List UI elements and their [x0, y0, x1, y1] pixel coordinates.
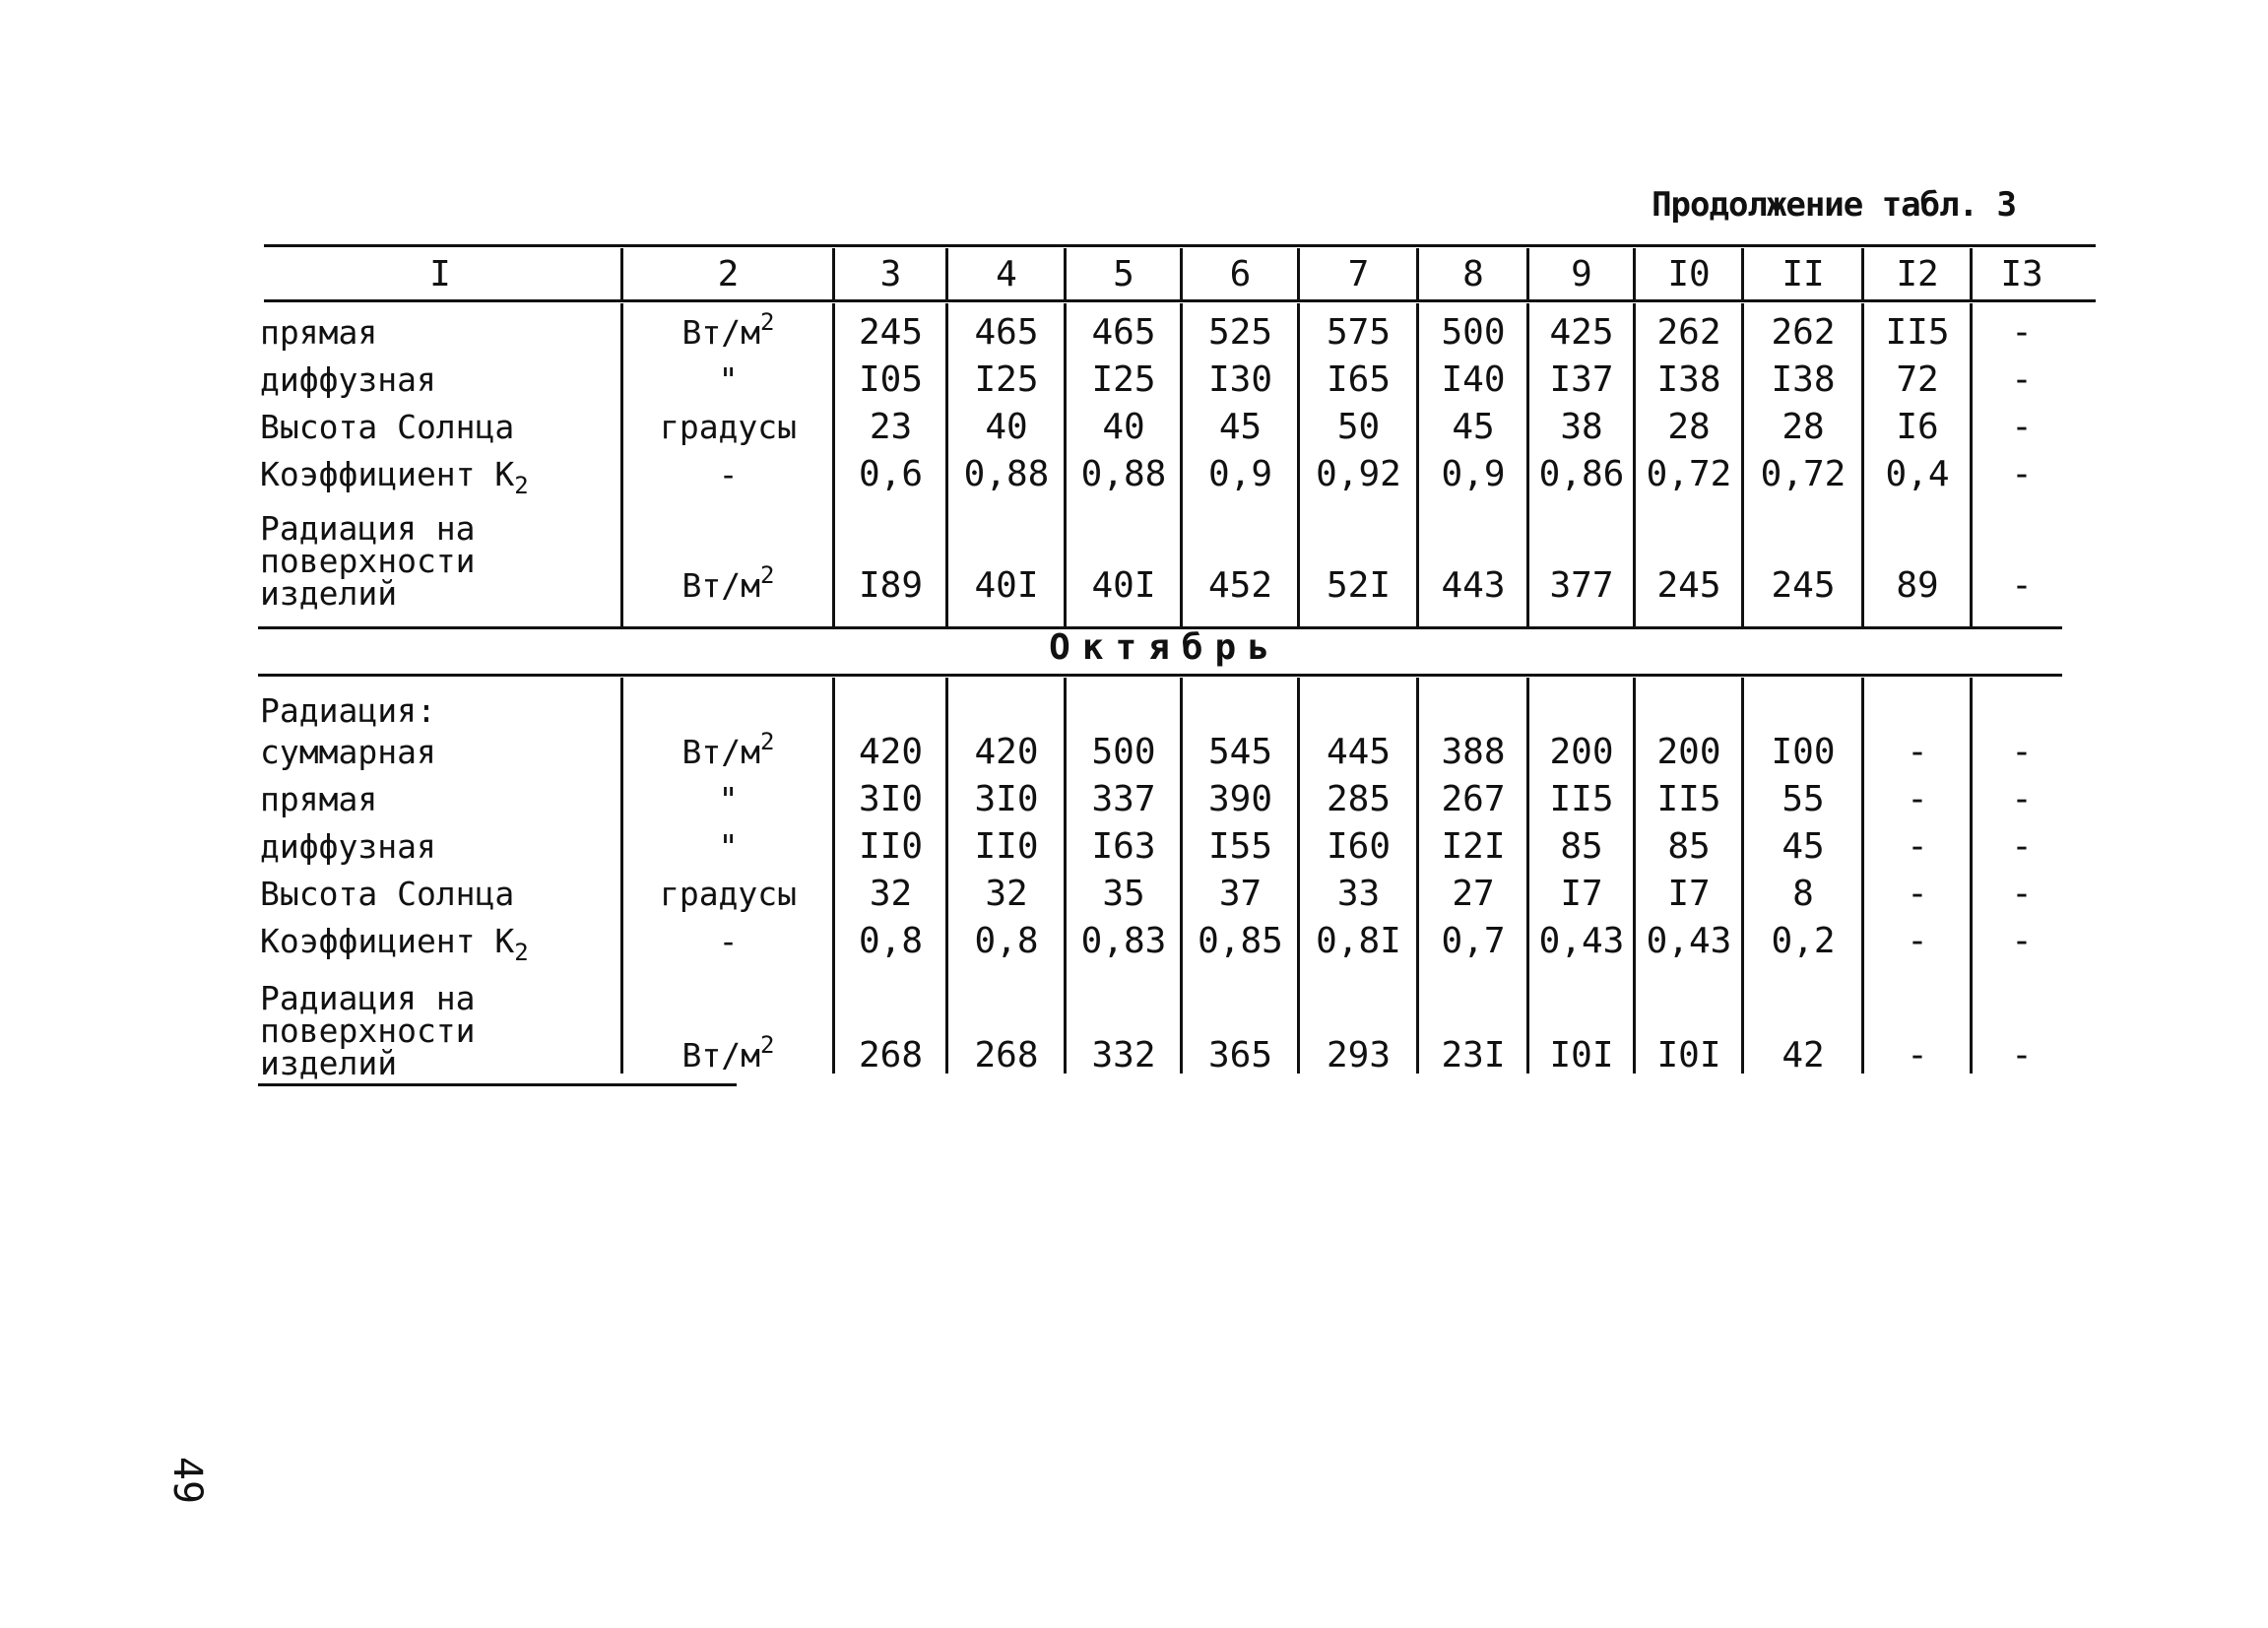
table-cell: I38: [1656, 359, 1721, 400]
table-cell: 45: [1782, 826, 1825, 867]
table-cell: 40: [1102, 407, 1145, 447]
column-header: 6: [1229, 254, 1252, 294]
row-unit-text: ": [718, 827, 739, 866]
table-cell: 23: [869, 407, 913, 447]
row-unit: [622, 729, 834, 776]
table-row: [258, 729, 2072, 776]
column-divider: [620, 248, 623, 301]
table-cell: 0,9: [1441, 454, 1506, 494]
table-cell: I25: [974, 359, 1039, 400]
column-header: 5: [1113, 254, 1134, 294]
table-cell: 32: [985, 874, 1028, 914]
table-cell: 262: [1771, 312, 1836, 353]
table-cell: 0,85: [1198, 921, 1283, 961]
table-cell: 525: [1207, 312, 1273, 353]
row-unit-text: градусы: [659, 875, 798, 913]
table-cell: 465: [974, 312, 1039, 353]
table-cell: 245: [1771, 565, 1836, 606]
table-cell: 332: [1091, 1035, 1156, 1075]
row-unit-text: ": [718, 360, 739, 399]
row-unit-text: -: [718, 922, 739, 960]
month-rule: [258, 674, 2062, 677]
row-unit-text: Вт/м: [681, 313, 761, 352]
column-header: 2: [717, 254, 740, 294]
column-header: I3: [2000, 254, 2043, 294]
row-label-subscript: 2: [514, 472, 529, 499]
table-cell: 420: [858, 732, 924, 772]
table-cell: 23I: [1441, 1035, 1506, 1075]
row-label-text: Радиация на поверхности изделий: [260, 509, 476, 613]
row-unit-text: Вт/м: [681, 733, 761, 771]
table-row: [258, 776, 2072, 823]
column-divider: [1970, 248, 1973, 301]
table-cell: 28: [1782, 407, 1825, 447]
table-cell: 420: [974, 732, 1039, 772]
table-cell: I40: [1441, 359, 1506, 400]
table-cell: 465: [1091, 312, 1156, 353]
row-label: [260, 918, 624, 965]
row-label-text: Коэффициент К: [260, 455, 515, 493]
column-divider: [1741, 248, 1744, 301]
table-cell: 42: [1782, 1035, 1825, 1075]
table-cell: 0,83: [1080, 921, 1167, 961]
table-cell: II0: [974, 826, 1039, 867]
table-cell: -: [2011, 565, 2033, 606]
table-cell: 0,72: [1646, 454, 1732, 494]
table-cell: 245: [858, 312, 924, 353]
table-cell: 72: [1896, 359, 1939, 400]
table-cell: 0,92: [1316, 454, 1401, 494]
table-cell: 3I0: [858, 779, 924, 819]
row-unit: [622, 357, 834, 404]
table-cell: I00: [1771, 732, 1836, 772]
column-divider: [1633, 248, 1636, 301]
table-cell: 40: [985, 407, 1028, 447]
month-heading: Октябрь: [1049, 627, 1281, 668]
column-header: 8: [1462, 254, 1484, 294]
row-unit: [622, 562, 834, 610]
table-cell: 37: [1218, 874, 1263, 914]
header-rule: [264, 299, 2096, 302]
row-label-text: диффузная: [260, 827, 436, 866]
column-divider: [1526, 248, 1529, 301]
table-cell: I38: [1771, 359, 1836, 400]
table-cell: 575: [1326, 312, 1392, 353]
page-number: 49: [164, 1456, 211, 1505]
row-label-text: Коэффициент К: [260, 922, 515, 960]
table-cell: 8: [1792, 874, 1814, 914]
table-cell: 3I0: [974, 779, 1039, 819]
column-header: II: [1782, 254, 1825, 294]
column-divider: [1180, 248, 1183, 301]
row-unit-superscript: 2: [760, 561, 775, 589]
bottom-rule-short: [258, 1083, 737, 1086]
table-cell: 0,9: [1207, 454, 1273, 494]
table-cell: 337: [1091, 779, 1156, 819]
row-label: [260, 404, 624, 451]
table-cell: 443: [1441, 565, 1506, 606]
column-divider: [945, 248, 948, 301]
column-divider: [832, 248, 835, 301]
column-header: 9: [1571, 254, 1592, 294]
row-label-text: суммарная: [260, 733, 436, 771]
table-cell: 0,72: [1760, 454, 1847, 494]
table-cell: 0,6: [858, 454, 924, 494]
row-label-subscript: 2: [514, 939, 529, 966]
row-unit-text: -: [718, 455, 739, 493]
table-cell: 35: [1102, 874, 1145, 914]
table-cell: 0,4: [1885, 454, 1950, 494]
table-cell: -: [1907, 921, 1928, 961]
table-cell: 55: [1782, 779, 1825, 819]
table-cell: II0: [858, 826, 924, 867]
table-cell: 285: [1326, 779, 1392, 819]
table-cell: 268: [858, 1035, 924, 1075]
table-cell: I37: [1549, 359, 1614, 400]
column-header: 4: [996, 254, 1017, 294]
table-cell: 0,86: [1538, 454, 1625, 494]
row-unit-text: градусы: [659, 408, 798, 446]
table-cell: 0,8: [858, 921, 924, 961]
table-cell: -: [1907, 826, 1928, 867]
column-divider: [1861, 248, 1864, 301]
table-cell: 0,2: [1771, 921, 1836, 961]
table-cell: 0,7: [1441, 921, 1506, 961]
row-unit: [622, 776, 834, 823]
table-cell: 388: [1441, 732, 1506, 772]
table-cell: 200: [1549, 732, 1614, 772]
row-label-text: прямая: [260, 313, 378, 352]
table-cell: -: [2011, 826, 2033, 867]
table-cell: 445: [1326, 732, 1392, 772]
row-unit: [622, 404, 834, 451]
table-cell: 40I: [1091, 565, 1156, 606]
section-1-body: [258, 303, 2072, 628]
table-row: [258, 979, 2072, 1082]
row-label-text: прямая: [260, 780, 378, 818]
section-heading: Радиация:: [260, 691, 436, 730]
table-cell: -: [2011, 359, 2033, 400]
table-cell: -: [1907, 874, 1928, 914]
column-header: I0: [1667, 254, 1711, 294]
table-row: [258, 871, 2072, 918]
table-cell: -: [1907, 779, 1928, 819]
table-row: [258, 823, 2072, 871]
column-divider: [1416, 248, 1419, 301]
table-cell: 0,88: [1080, 454, 1167, 494]
column-header: I: [429, 254, 451, 294]
table-cell: 45: [1452, 407, 1495, 447]
row-label: [260, 451, 624, 498]
row-unit-text: ": [718, 780, 739, 818]
table-cell: -: [2011, 779, 2033, 819]
table-row: [258, 404, 2072, 451]
table-cell: 40I: [974, 565, 1039, 606]
table-cell: I89: [858, 565, 924, 606]
row-label-text: Высота Солнца: [260, 408, 515, 446]
table-cell: 0,88: [963, 454, 1050, 494]
table-cell: 500: [1441, 312, 1506, 353]
table-cell: -: [2011, 874, 2033, 914]
table-cell: -: [2011, 732, 2033, 772]
table-cell: 262: [1656, 312, 1721, 353]
table-cell: 0,43: [1646, 921, 1732, 961]
table-row: [258, 451, 2072, 498]
table-cell: 390: [1207, 779, 1273, 819]
table-cell: 50: [1336, 407, 1381, 447]
table-cell: 245: [1656, 565, 1721, 606]
table-cell: 85: [1560, 826, 1603, 867]
table-row: [258, 509, 2072, 613]
table-cell: 545: [1207, 732, 1273, 772]
table-row: [258, 309, 2072, 357]
table-row: [258, 357, 2072, 404]
table-cell: 267: [1441, 779, 1506, 819]
table-cell: I25: [1091, 359, 1156, 400]
table-cell: 268: [974, 1035, 1039, 1075]
table-cell: I0I: [1656, 1035, 1721, 1075]
table-cell: 28: [1667, 407, 1711, 447]
table-cell: 52I: [1326, 565, 1392, 606]
table-cell: 32: [869, 874, 913, 914]
table-cell: 500: [1091, 732, 1156, 772]
table-cell: I6: [1896, 407, 1939, 447]
table-cell: 38: [1560, 407, 1603, 447]
table-cell: II5: [1549, 779, 1614, 819]
row-label: [260, 871, 624, 918]
table-cell: I30: [1207, 359, 1273, 400]
column-divider: [1064, 248, 1067, 301]
table-cell: II5: [1656, 779, 1721, 819]
row-unit-text: Вт/м: [681, 566, 761, 605]
table-cell: 85: [1667, 826, 1711, 867]
table-cell: 365: [1207, 1035, 1273, 1075]
table-cell: -: [2011, 407, 2033, 447]
table-cell: I7: [1667, 874, 1711, 914]
row-unit-superscript: 2: [760, 728, 775, 755]
row-label: [260, 729, 624, 776]
table-cell: I60: [1326, 826, 1392, 867]
row-unit: [622, 309, 834, 357]
table-cell: 0,8: [974, 921, 1039, 961]
table-cell: I2I: [1441, 826, 1506, 867]
row-label: [260, 979, 624, 1082]
row-unit: [622, 451, 834, 498]
top-rule: [264, 244, 2096, 247]
table-cell: -: [2011, 454, 2033, 494]
table-cell: II5: [1885, 312, 1950, 353]
row-label: [260, 776, 624, 823]
row-unit: [622, 1032, 834, 1079]
table-cell: 27: [1452, 874, 1495, 914]
table-cell: 33: [1336, 874, 1381, 914]
row-unit: [622, 823, 834, 871]
table-row: [258, 918, 2072, 965]
row-unit: [622, 918, 834, 965]
row-unit: [622, 871, 834, 918]
row-label-text: Радиация на поверхности изделий: [260, 979, 476, 1082]
table-cell: 45: [1218, 407, 1263, 447]
table-cell: I0I: [1549, 1035, 1614, 1075]
table-cell: 0,8I: [1316, 921, 1401, 961]
column-header: 3: [879, 254, 902, 294]
column-header: I2: [1896, 254, 1939, 294]
table-cell: -: [2011, 312, 2033, 353]
table-cell: 425: [1549, 312, 1614, 353]
table-cell: -: [2011, 921, 2033, 961]
table-cell: I55: [1207, 826, 1273, 867]
row-unit-superscript: 2: [760, 1031, 775, 1059]
row-label-text: Высота Солнца: [260, 875, 515, 913]
table-cell: 377: [1549, 565, 1614, 606]
section-2-body: [258, 678, 2072, 1082]
table-cell: I7: [1560, 874, 1603, 914]
table-cell: -: [2011, 1035, 2033, 1075]
table-cell: I05: [858, 359, 924, 400]
table-cell: 200: [1656, 732, 1721, 772]
table-cell: -: [1907, 732, 1928, 772]
row-label: [260, 309, 624, 357]
row-unit-text: Вт/м: [681, 1036, 761, 1074]
table-cell: 0,43: [1538, 921, 1625, 961]
row-unit-superscript: 2: [760, 308, 775, 336]
row-label-text: диффузная: [260, 360, 436, 399]
table-cell: 452: [1207, 565, 1273, 606]
column-divider: [1297, 248, 1300, 301]
row-label: [260, 357, 624, 404]
row-label: [260, 823, 624, 871]
table-caption: Продолжение табл. 3: [1652, 185, 2016, 225]
column-header: 7: [1347, 254, 1370, 294]
header-row: [258, 248, 2072, 301]
table-cell: 89: [1896, 565, 1939, 606]
row-label: [260, 509, 624, 613]
table-cell: 293: [1326, 1035, 1392, 1075]
table-cell: I65: [1326, 359, 1392, 400]
table-cell: I63: [1091, 826, 1156, 867]
table-cell: -: [1907, 1035, 1928, 1075]
